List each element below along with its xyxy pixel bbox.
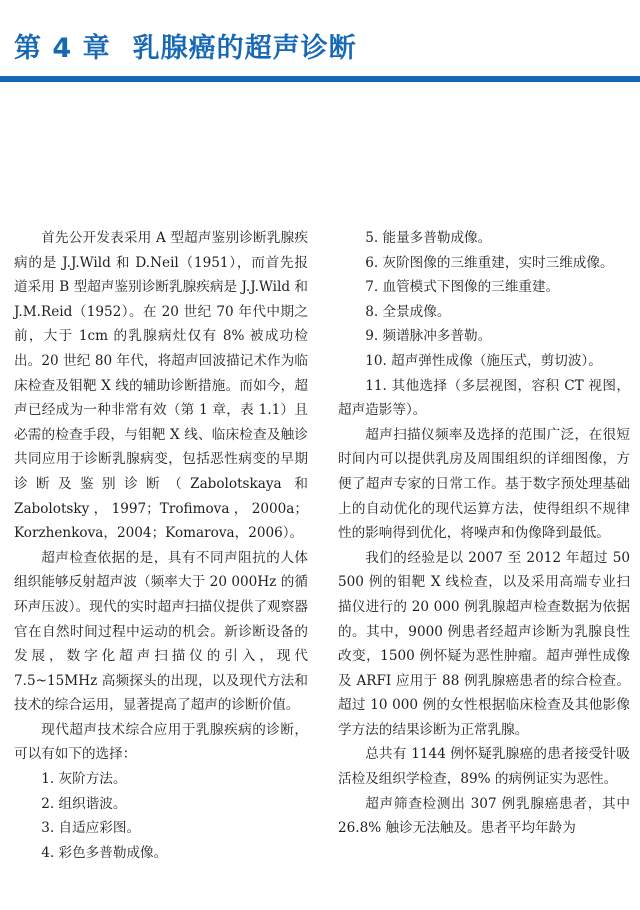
paragraph-scanner: 超声扫描仪频率及选择的范围广泛，在很短时间内可以提供乳房及周围组织的详细图像，方便了超声专家的日常工作。基于数字预处理基础上的自动优化的现代运算方法，使得组织不规律性的影响得到优化，将噪声和伪像降到最低。 (338, 426, 630, 542)
list-item: 8. 全景成像。 (365, 303, 451, 320)
header-rule (0, 76, 640, 82)
list-item: 9. 频谱脉冲多普勒。 (365, 328, 492, 345)
paragraph-experience: 我们的经验是以 2007 至 2012 年超过 50 500 例的钼靶 X 线检查，以及采用高端专业扫描仪进行的 20 000 例乳腺超声检查数据为依据的。其中，9000 例患者经超声诊断为乳腺良性改变，1500 例怀疑为恶性肿瘤。超声弹性成像及 ARFI 应用于 88 例乳腺癌患者的综合检查。超过 10 000 例的女性根据临床检查及其他影像学方法的结果诊断为正常乳腺。 (338, 549, 630, 738)
list-item: 4. 彩色多普勒成像。 (41, 844, 168, 861)
paragraph-history: 首先公开发表采用 A 型超声鉴别诊断乳腺疾病的是 J.J.Wild 和 D.Neil（1951），而首先报道采用 B 型超声鉴别诊断乳腺疾病是 J.J.Wild 和 J.M.Reid（1952）。在 20 世纪 70 年代中期之前，大于 1cm 的乳腺病灶仅有 8% 被成功检出。20 世纪 80 年代，将超声回波描记术作为临床检查及钼靶 X 线的辅助诊断措施。而如今，超声已经成为一种非常有效（第 1 章，表 1.1）且必需的检查手段，与钼靶 X 线、临床检查及触诊共同应用于诊断乳腺病变，包括恶性病变的早期诊断及鉴别诊断（Zabolotskaya 和 Zabolotsky，1997；Trofimova，2000a；Korzhenkova，2004；Komarova，2006）。 (14, 230, 308, 542)
list-item: 5. 能量多普勒成像。 (365, 230, 492, 246)
chapter-heading (14, 26, 357, 65)
paragraph-options-intro: 现代超声技术综合应用于乳腺疾病的诊断，可以有如下的选择： (14, 721, 308, 763)
left-column (14, 226, 308, 865)
list-item: 10. 超声弹性成像（施压式，剪切波）。 (365, 352, 602, 369)
list-item: 7. 血管模式下图像的三维重建。 (365, 279, 560, 296)
right-column (338, 226, 630, 841)
paragraph-biopsy: 总共有 1144 例怀疑乳腺癌的患者接受针吸活检及组织学检查，89% 的病例证实为恶性。 (338, 746, 630, 788)
list-item-11: 11. 其他选择（多层视图，容积 CT 视图，超声造影等）。 (338, 377, 630, 419)
paragraph-principles: 超声检查依据的是，具有不同声阻抗的人体组织能够反射超声波（频率大于 20 000Hz 的循环声压波）。现代的实时超声扫描仪提供了观察器官在自然时间过程中运动的机会。新诊断设备的发展，数字化超声扫描仪的引入，现代 7.5~15MHz 高频探头的出现，以及现代方法和技术的综合运用，显著提高了超声的诊断价值。 (14, 549, 308, 714)
chapter-title: 乳腺癌的超声诊断 (132, 33, 357, 64)
options-list-left (14, 767, 308, 865)
list-item: 2. 组织谐波。 (41, 795, 127, 812)
paragraph-screening: 超声筛查检测出 307 例乳腺癌患者，其中 26.8% 触诊无法触及。患者平均年龄为 (338, 795, 630, 837)
chapter-number: 第 4 章 (14, 33, 111, 64)
list-item: 6. 灰阶图像的三维重建，实时三维成像。 (365, 254, 614, 271)
list-item: 3. 自适应彩图。 (41, 820, 141, 837)
list-item: 1. 灰阶方法。 (41, 771, 127, 788)
options-list-right (338, 226, 630, 374)
